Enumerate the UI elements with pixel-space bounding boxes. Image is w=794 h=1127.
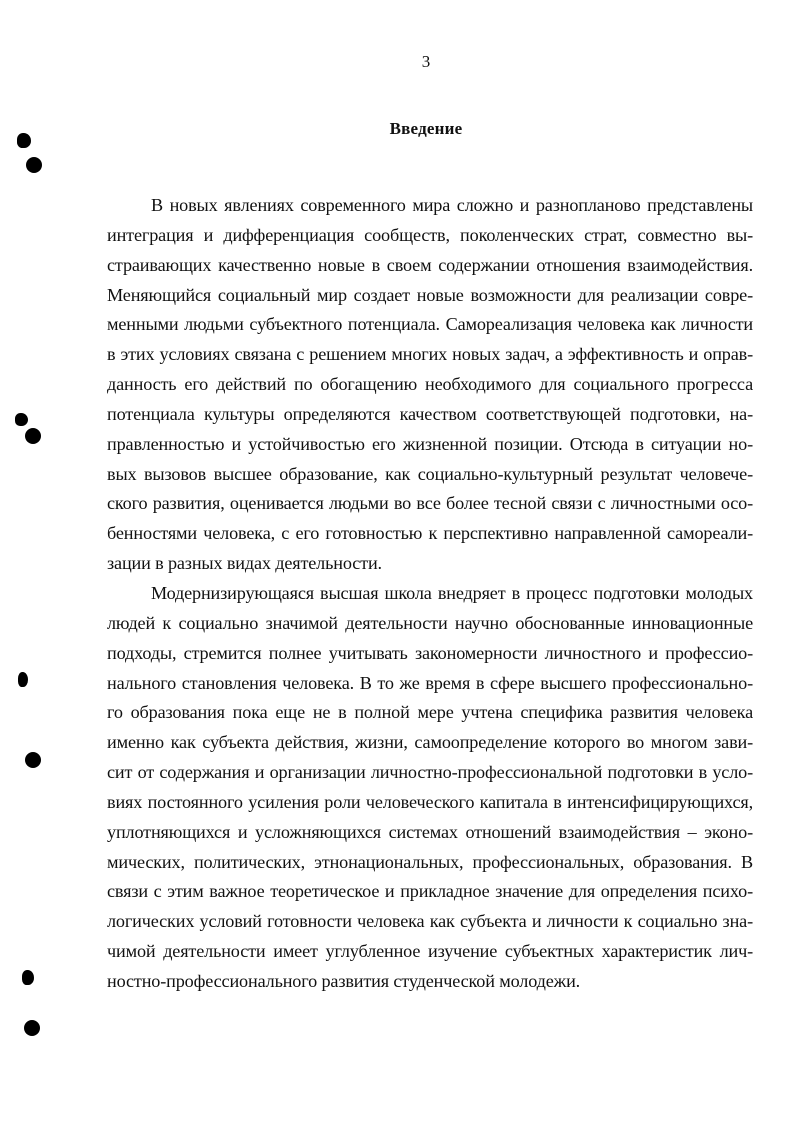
text-line: бенностями человека, с его готовностью к перспективно направленной самореали- — [107, 523, 753, 544]
text-line: В новых явлениях современного мира сложно и разнопланово представлены — [151, 195, 753, 215]
text-line: правленностью и устойчивостью его жизненной позиции. Отсюда в ситуации но- — [107, 433, 753, 454]
text-line: потенциала культуры определяются качеством соответствующей подготовки, на- — [107, 403, 753, 424]
text-line: именно как субъекта действия, жизни, самоопределение которого во многом зави- — [107, 732, 753, 753]
paragraph-2 — [107, 579, 753, 997]
text-line: логических условий готовности человека как субъекта и личности к социально зна- — [107, 911, 753, 932]
text-line: интеграция и дифференциация сообществ, поколенческих страт, совместно вы- — [107, 224, 753, 245]
text-line: уплотняющихся и усложняющихся системах отношений взаимодействия – эконо- — [107, 821, 753, 842]
punch-hole-icon — [25, 428, 41, 444]
text-line: страивающих качественно новые в своем содержании отношения взаимодействия. — [107, 254, 753, 275]
paragraph-1 — [107, 191, 753, 579]
scan-blot-icon — [18, 672, 28, 687]
text-line: людей к социально значимой деятельности научно обоснованные инновационные — [107, 612, 753, 633]
text-line: в этих условиях связана с решением многих новых задач, а эффективность и оправ- — [107, 344, 753, 365]
page-title: Введение — [389, 119, 463, 138]
scan-blot-icon — [22, 970, 34, 985]
text-line: ского развития, оценивается людьми во все более тесной связи с личностными осо- — [107, 493, 753, 514]
body-text — [107, 191, 753, 997]
text-line: сит от содержания и организации личностно-профессиональной подготовки в усло- — [107, 762, 753, 783]
text-line: Меняющийся социальный мир создает новые возможности для реализации совре- — [107, 284, 753, 305]
text-line: чимой деятельности имеет углубленное изучение субъектных характеристик лич- — [107, 941, 753, 962]
text-line: Модернизирующаяся высшая школа внедряет в процесс подготовки молодых — [151, 582, 753, 603]
punch-hole-icon — [25, 752, 41, 768]
text-line: ностно-профессионального развития студенческой молодежи. — [107, 970, 581, 991]
scan-blot-icon — [17, 133, 31, 148]
text-line: зации в разных видах деятельности. — [107, 553, 382, 574]
text-line: мических, политических, этнонациональных, профессиональных, образования. В — [107, 851, 753, 872]
text-line: нального становления человека. В то же время в сфере высшего профессионально- — [107, 672, 753, 693]
text-line: менными людьми субъектного потенциала. Самореализация человека как личности — [107, 314, 753, 335]
text-line: связи с этим важное теоретическое и прикладное значение для определения психо- — [107, 881, 753, 902]
text-line: данность его действий по обогащению необходимого для социального прогресса — [107, 374, 753, 395]
punch-hole-icon — [24, 1020, 40, 1036]
text-line: виях постоянного усиления роли человеческого капитала в интенсифицирующихся, — [107, 791, 753, 812]
scan-blot-icon — [15, 413, 28, 426]
text-line: вых вызовов высшее образование, как социально-культурный результат человече- — [107, 463, 753, 484]
punch-hole-icon — [26, 157, 42, 173]
text-line: подходы, стремится полнее учитывать закономерности личностного и профессио- — [107, 642, 753, 663]
text-line: го образования пока еще не в полной мере учтена специфика развития человека — [107, 702, 753, 723]
page-number: 3 — [421, 52, 431, 71]
